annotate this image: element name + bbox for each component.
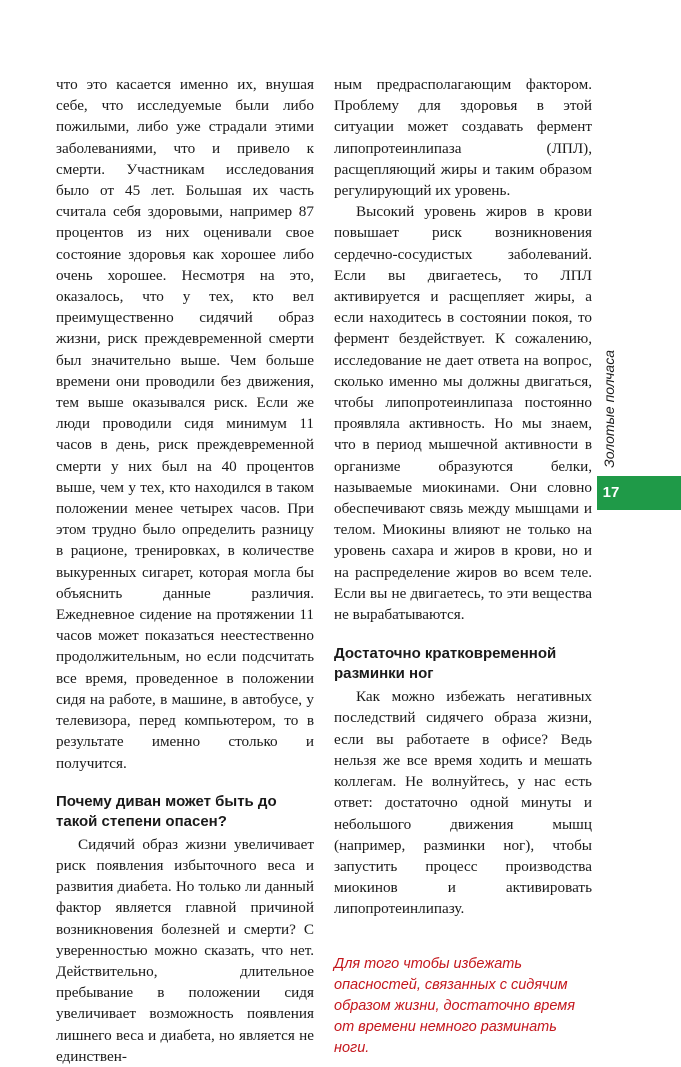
running-section-title: Золотые полчаса xyxy=(601,350,617,468)
page-number-tab xyxy=(597,476,681,510)
body-paragraph: ным предрасполагающим фактором. Проблему для здоровья в этой ситуации может создавать фермент липопротеинлипаза (ЛПЛ), расщепляющий жиры и таким образом регулирующий их уровень. xyxy=(334,76,592,200)
right-column xyxy=(334,74,592,1059)
body-paragraph: Как можно избежать негативных последствий сидячего образа жизни, если вы работаете в офисе? Ведь нельзя же все время ходить и мешать коллегам. Не волнуйтесь, у нас есть ответ: достаточно одной минуты и небольшого движения мышц (например, разминки ног), чтобы запустить процесс производства миокинов и активировать липопротеинлипазу. xyxy=(334,688,592,918)
section-heading-sofa-danger: Почему диван может быть до такой степени опасен? xyxy=(56,792,277,830)
body-paragraph: что это касается именно их, внушая себе, что исследуемые были либо пожилыми, либо уже страдали этими заболеваниями, что и привело к смерти. Участникам исследования было от 45 лет. Большая их часть считала себя здоровыми, например 87 процентов из них оценивали свое состояние здоровья как хорошее либо очень хорошее. Несмотря на это, оказалось, что у тех, кто вел преимущественно сидячий образ жизни, риск преждевременной смерти был значительно выше. Чем больше времени они проводили без движения, тем выше оказывался риск. Если же люди проводили сидя минимум 11 часов в день, риск преждевременной смерти у них был на 40 процентов выше, чем у тех, кто находился в таком положении менее четырех часов. При этом трудно было определить разницу в рационе, тренировках, в количестве выкуренных сигарет, которая могла бы объяснить данные различия. Ежедневное сидение на протяжении 11 часов может показаться неестественно продолжительным, но если подсчитать все время, проведенное в положении сидя на работе, в машине, в автобусе, у телевизора, перед компьютером, то в результате именно столько и получится. xyxy=(56,76,314,772)
left-column xyxy=(56,74,314,1067)
body-paragraph: Высокий уровень жиров в крови повышает риск возникновения сердечно-сосудистых заболеваний. Если вы двигаетесь, то ЛПЛ активируется и расщепляет жиры, а если находитесь в состоянии покоя, то фермент бездействует. К сожалению, исследование не дает ответа на вопрос, сколько именно мы должны двигаться, чтобы липопротеинлипаза постоянно проявляла активность. Но мы знаем, что в период мышечной активности в организме образуются белки, называемые миокинами. Они словно обеспечивают связь между мышцами и телом. Миокины влияют не только на уровень сахара и жиров в крови, но и на распределение жиров во всем теле. Если вы не двигаетесь, то эти вещества не вырабатываются. xyxy=(334,203,592,624)
page-number: 17 xyxy=(602,484,620,501)
section-heading-leg-warmup: Достаточно кратковременной разминки ног xyxy=(334,645,557,683)
body-paragraph: Сидячий образ жизни увеличивает риск появления избыточного веса и развития диабета. Но только ли данный фактор является главной причиной возникновения болезней и смерти? С уверенностью можно сказать, что нет. Действительно, длительное пребывание в положении сидя увеличивает возможность появления лишнего веса и диабета, но является не единствен- xyxy=(56,835,314,1065)
callout-quote: Для того чтобы избежать опасностей, связанных с сидячим образом жизни, достаточно время от времени немного разминать ноги. xyxy=(334,955,575,1056)
